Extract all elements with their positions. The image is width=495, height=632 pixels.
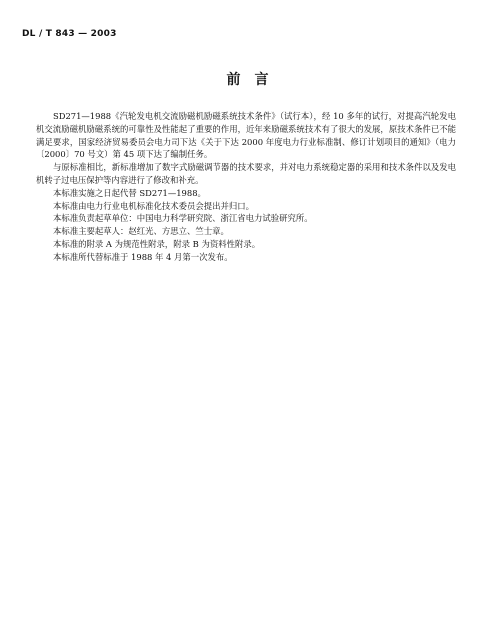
paragraph-changes: 与原标准相比，新标准增加了数字式励磁调节器的技术要求，并对电力系统稳定器的采用和技术条件以及发电机转子过电压保护等内容进行了修改和补充。: [36, 162, 456, 185]
paragraph-proposer: 本标准由电力行业电机标准化技术委员会提出并归口。: [53, 200, 254, 211]
paragraph-replaces: 本标准实施之日起代替 SD271—1988。: [53, 187, 206, 198]
foreword-body: [36, 110, 456, 264]
standard-code-header: DL / T 843 — 2003: [22, 29, 117, 39]
paragraph-first-issue: 本标准所代替标准于 1988 年 4 月第一次发布。: [53, 251, 233, 262]
paragraph-drafting-units: 本标准负责起草单位：中国电力科学研究院、浙江省电力试验研究所。: [53, 213, 313, 224]
paragraph-history: SD271—1988《汽轮发电机交流励磁机励磁系统技术条件》（试行本），经 10 多年的试行，对提高汽轮发电机交流励磁机励磁系统的可靠性及性能起了重要的作用，近年来励磁系统技术有了很大的发展，原技术条件已不能满足要求，国家经济贸易委员会电力司下达《关于下达 2000 年度电力行业标准制、修订计划项目的通知》（电力〔2000〕70 号文）第 45 项下达了编制任务。: [36, 111, 456, 160]
paragraph-drafters: 本标准主要起草人：赵红光、方思立、竺士章。: [53, 226, 229, 237]
page-title: 前言: [226, 72, 283, 88]
paragraph-appendices: 本标准的附录 A 为规范性附录，附录 B 为资料性附录。: [53, 238, 261, 249]
